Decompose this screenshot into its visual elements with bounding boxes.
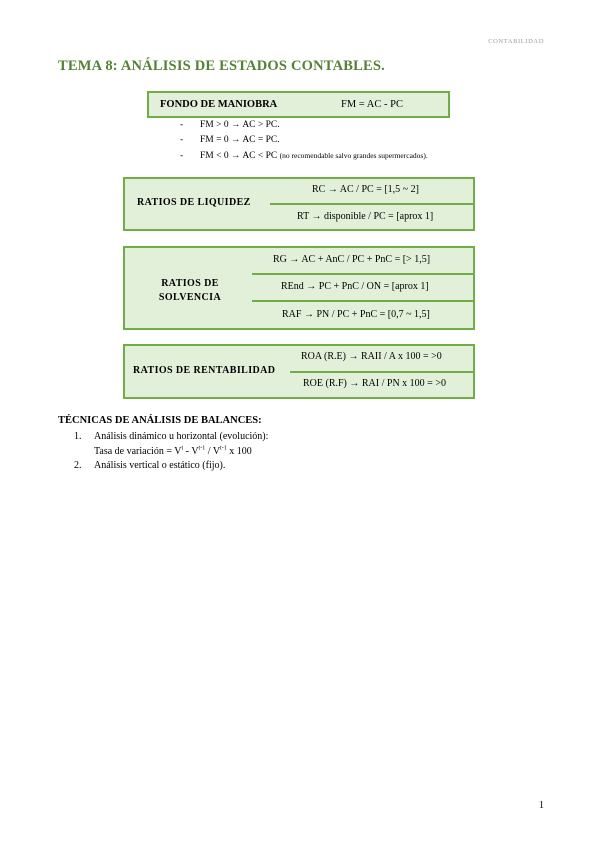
ratio-rt: RT → disponible / PC = [aprox 1] (297, 211, 434, 222)
fondo-maniobra-box (147, 91, 450, 118)
ratios-rentabilidad-box (123, 344, 475, 399)
divider (252, 300, 475, 302)
ratios-solvencia-box (123, 246, 475, 330)
ratios-rentabilidad-label: RATIOS DE RENTABILIDAD (133, 365, 276, 376)
ratio-roa: ROA (R.E) → RAII / A x 100 = >0 (301, 351, 442, 362)
list-item: 1. Análisis dinámico u horizontal (evolución): (74, 431, 269, 442)
ratio-raf: RAF → PN / PC + PnC = [0,7 ~ 1,5] (282, 309, 430, 320)
list-item: - FM < 0 → AC < PC (no recomendable salvo grandes supermercados). (180, 151, 428, 161)
header-label: CONTABILIDAD (488, 38, 544, 45)
ratios-solvencia-label: RATIOS DE SOLVENCIA (158, 278, 222, 303)
page-number: 1 (539, 800, 544, 811)
list-item: 2. Análisis vertical o estático (fijo). (74, 460, 226, 471)
ratio-roe: ROE (R.F) → RAI / PN x 100 = >0 (303, 378, 446, 389)
tecnicas-list (74, 430, 268, 474)
ratio-rg: RG → AC + AnC / PC + PnC = [> 1,5] (273, 254, 431, 265)
list-item: - FM > 0 → AC > PC. (180, 120, 280, 130)
ratio-rend: REnd → PC + PnC / ON = [aprox 1] (281, 281, 429, 292)
divider (270, 203, 475, 205)
ratio-rc: RC → AC / PC = [1,5 ~ 2] (312, 184, 419, 195)
divider (290, 371, 475, 373)
divider (252, 273, 475, 275)
fondo-maniobra-label: FONDO DE MANIOBRA (160, 99, 278, 110)
list-item: - FM = 0 → AC = PC. (180, 135, 280, 145)
list-item-note: (no recomendable salvo grandes supermercados). (279, 151, 428, 160)
ratios-liquidez-label: RATIOS DE LIQUIDEZ (137, 197, 251, 208)
fondo-maniobra-formula: FM = AC - PC (341, 99, 403, 110)
tasa-variacion-formula: Tasa de variación = $V^t - V^{t-1} / V^{t-1}$ x 100 (94, 445, 252, 457)
ratios-liquidez-box (123, 177, 475, 231)
page-title: TEMA 8: ANÁLISIS DE ESTADOS CONTABLES. (58, 58, 385, 74)
tecnicas-title: TÉCNICAS DE ANÁLISIS DE BALANCES: (58, 415, 262, 426)
fondo-maniobra-list (180, 118, 428, 164)
